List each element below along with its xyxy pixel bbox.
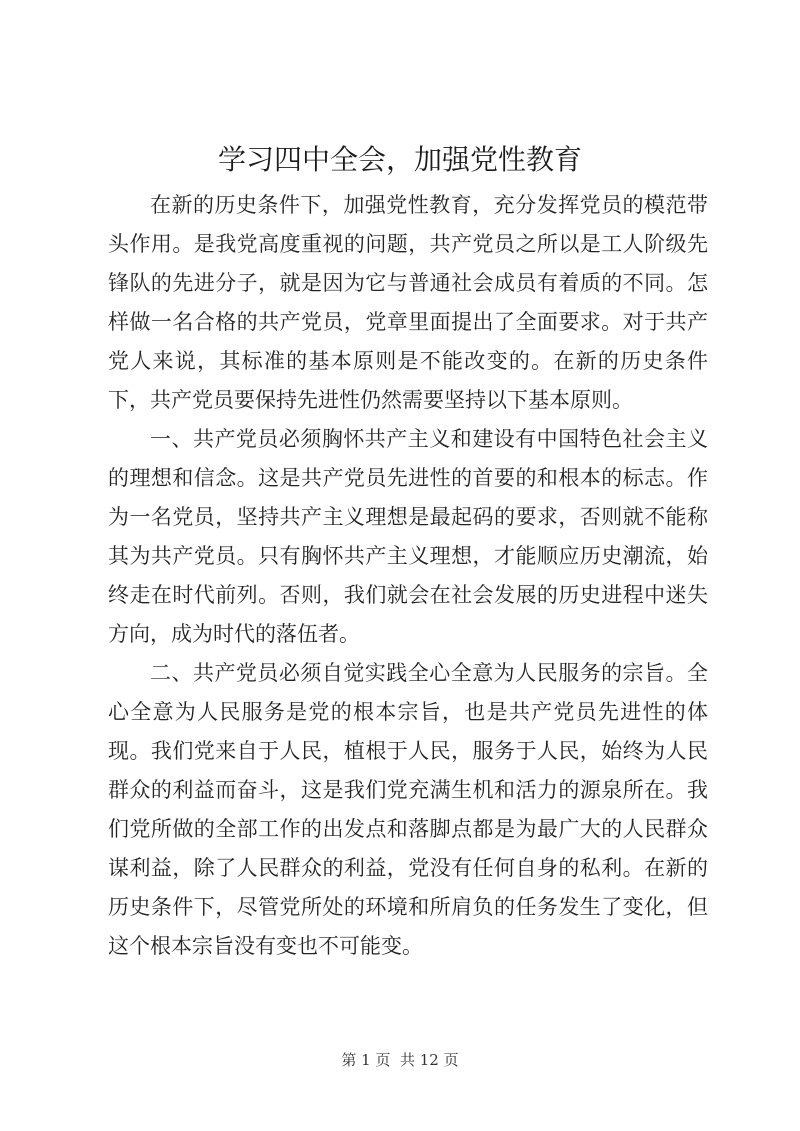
- paragraph-principle-two: 二、共产党员必须自觉实践全心全意为人民服务的宗旨。全心全意为人民服务是党的根本宗旨，也是共产党员先进性的体现。我们党来自于人民，植根于人民，服务于人民，始终为人民群众的利益而奋斗，这是我们党充满生机和活力的源泉所在。我们党所做的全部工作的出发点和落脚点都是为最广大的人民群众谋利益，除了人民群众的利益，党没有任何自身的私利。在新的历史条件下，尽管党所处的环境和所肩负的任务发生了变化，但这个根本宗旨没有变也不可能变。: [108, 661, 708, 958]
- document-body: [108, 186, 708, 966]
- document-title: 学习四中全会，加强党性教育: [217, 143, 582, 176]
- page-number-label: 第 1 页 共 12 页: [341, 1051, 459, 1069]
- paragraph-principle-one: 一、共产党员必须胸怀共产主义和建设有中国特色社会主义的理想和信念。这是共产党员先进性的首要的和根本的标志。作为一名党员，坚持共产主义理想是最起码的要求，否则就不能称其为共产党员。只有胸怀共产主义理想，才能顺应历史潮流，始终走在时代前列。否则，我们就会在社会发展的历史进程中迷失方向，成为时代的落伍者。: [108, 427, 708, 646]
- paragraph-intro: 在新的历史条件下，加强党性教育，充分发挥党员的模范带头作用。是我党高度重视的问题，共产党员之所以是工人阶级先锋队的先进分子，就是因为它与普通社会成员有着质的不同。怎样做一名合格的共产党员，党章里面提出了全面要求。对于共产党人来说，其标准的基本原则是不能改变的。在新的历史条件下，共产党员要保持先进性仍然需要坚持以下基本原则。: [108, 193, 708, 412]
- page-footer: [0, 1050, 800, 1070]
